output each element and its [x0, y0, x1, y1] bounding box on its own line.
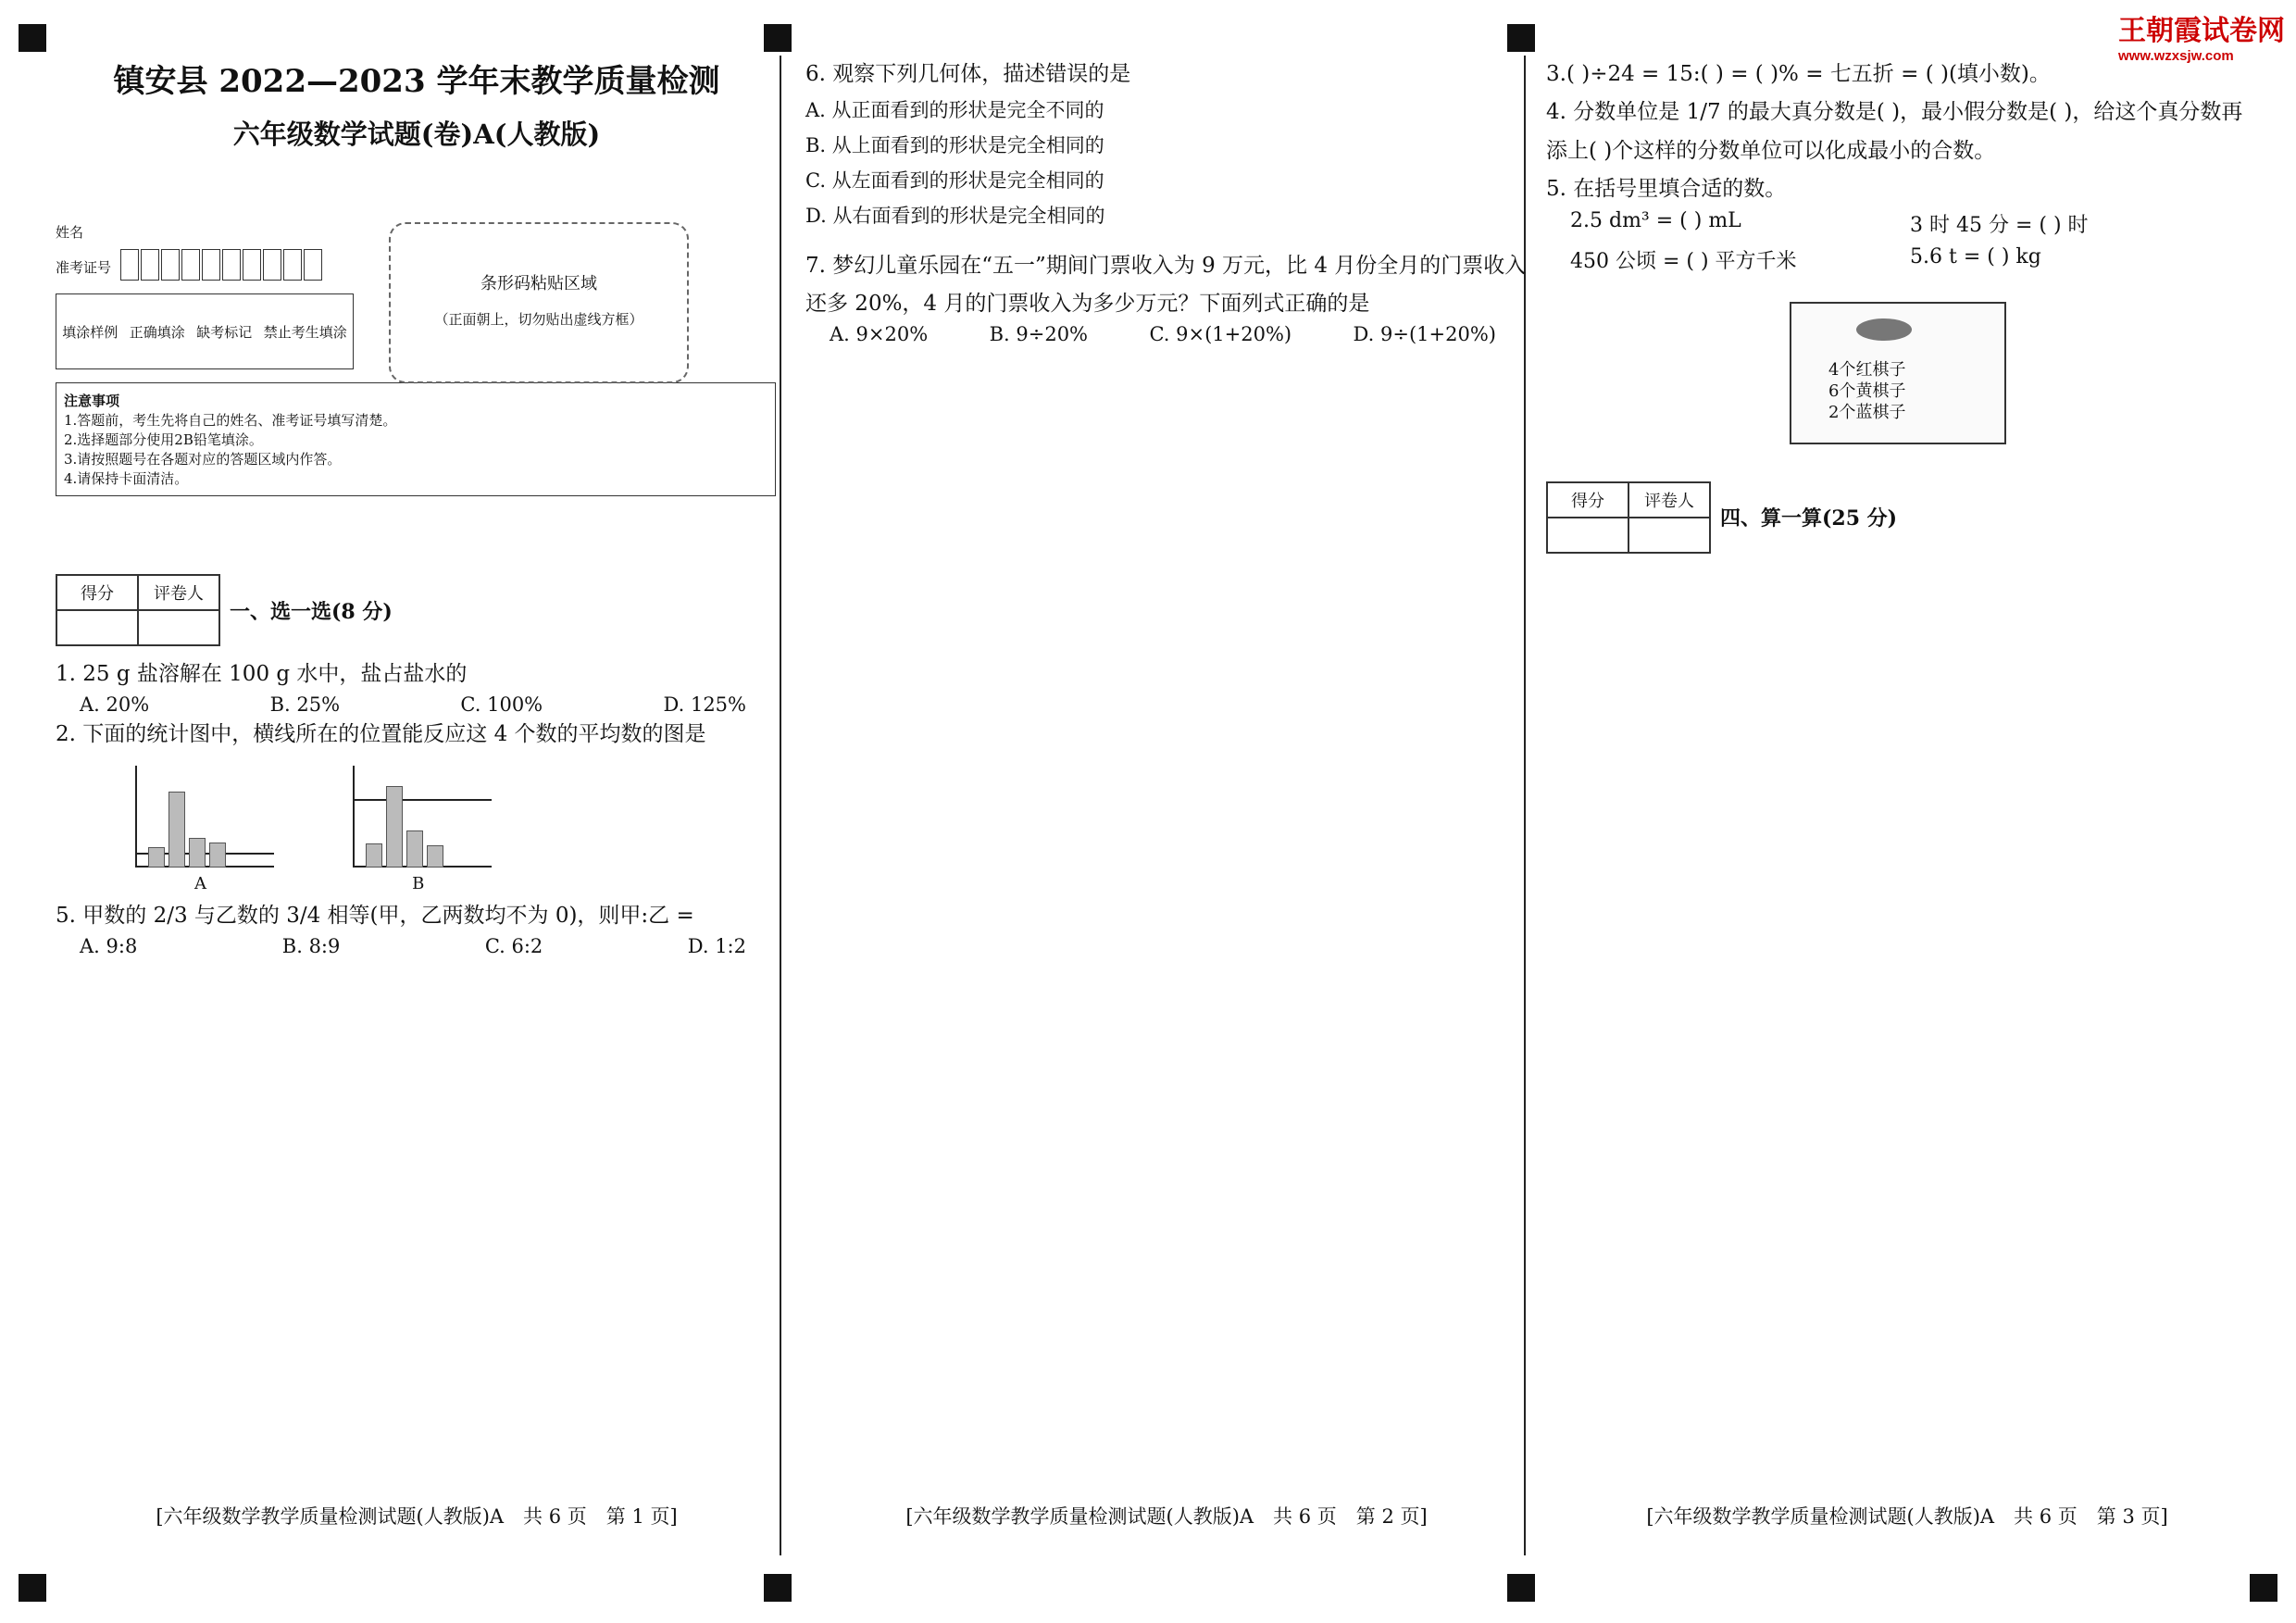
q6-option[interactable]: D. 从右面看到的形状是完全相同的 — [805, 204, 1105, 227]
barcode-label: 条形码粘贴区域 — [480, 274, 597, 293]
question-5-options — [80, 935, 746, 957]
option[interactable]: D. 125% — [663, 693, 746, 717]
question-1-options — [80, 693, 746, 716]
barcode-note: （正面朝上，切勿贴出虚线方框） — [434, 311, 643, 328]
option[interactable]: B. 9÷20% — [989, 323, 1089, 346]
marker-label: 评卷人 — [138, 575, 219, 610]
section1-title: 一、选一选(8 分) — [230, 599, 393, 624]
q6-option[interactable]: C. 从左面看到的形状是完全相同的 — [805, 169, 1104, 192]
fill-item: 5.6 t = ( ) kg — [1910, 244, 2041, 268]
fill-item: 2.5 dm³ = ( ) mL — [1570, 208, 1741, 232]
option[interactable]: A. 9:8 — [80, 935, 138, 958]
option[interactable]: B. 25% — [269, 693, 341, 717]
footer-page-1: [六年级数学教学质量检测试题(人教版)A 共 6 页 第 1 页] — [156, 1505, 678, 1528]
barcode-area — [389, 222, 689, 383]
question-7-options — [830, 323, 1496, 345]
question-1: 1. 25 g 盐溶解在 100 g 水中，盐占盐水的 — [56, 662, 468, 686]
box-line: 6个黄棋子 — [1828, 381, 1906, 401]
page-1 — [56, 56, 778, 1555]
notice-item: 1.答题前，考生先将自己的姓名、准考证号填写清楚。 — [64, 412, 397, 429]
score-box — [56, 574, 220, 646]
fill-correct: 正确填涂 — [129, 323, 185, 341]
page-3 — [1546, 56, 2250, 1555]
chart-a[interactable] — [120, 755, 278, 893]
chess-box — [1790, 302, 2006, 444]
question-2: 2. 下面的统计图中，横线所在的位置能反应这 4 个数的平均数的图是 — [56, 722, 706, 747]
option[interactable]: A. 9×20% — [830, 323, 929, 346]
info-block — [56, 222, 778, 496]
fill-label: 填涂样例 — [62, 323, 119, 341]
option[interactable]: C. 9×(1+20%) — [1149, 323, 1292, 346]
brand-url: www.wzxsjw.com — [2118, 48, 2234, 64]
question-5: 5. 甲数的 2/3 与乙数的 3/4 相等(甲，乙两数均不为 0)，则甲:乙 = — [56, 903, 694, 928]
notice-box — [56, 382, 776, 496]
question-2-charts — [93, 755, 778, 893]
option[interactable]: A. 20% — [80, 693, 150, 717]
notice-item: 4.请保持卡面清洁。 — [64, 470, 189, 487]
marker-label: 评卷人 — [1628, 482, 1710, 518]
p3-question-4: 4. 分数单位是 1/7 的最大真分数是( )，最小假分数是( )，给这个真分数再添上( )个这样的分数单位可以化成最小的合数。 — [1546, 100, 2243, 163]
notice-item: 3.请按照题号在各题对应的答题区域内作答。 — [64, 451, 342, 468]
brand-name: 王朝霞试卷网 — [2118, 16, 2285, 46]
question-6: 6. 观察下列几何体，描述错误的是 — [805, 62, 1131, 86]
option[interactable]: C. 6:2 — [484, 935, 543, 958]
q6-option[interactable]: A. 从正面看到的形状是完全不同的 — [805, 99, 1104, 122]
student-name-label: 姓名 — [56, 224, 84, 241]
fill-item: 450 公顷 = ( ) 平方千米 — [1570, 249, 1797, 273]
student-id-cells — [120, 249, 324, 284]
option[interactable]: B. 8:9 — [281, 935, 341, 958]
fill-ban: 禁止考生填涂 — [263, 323, 347, 341]
p3-question-5: 5. 在括号里填合适的数。 — [1546, 177, 1787, 202]
student-id-label: 准考证号 — [56, 258, 112, 276]
exam-subtitle: 六年级数学试题(卷)A(人教版) — [232, 119, 601, 150]
section-choice — [56, 574, 778, 957]
notice-item: 2.选择题部分使用2B铅笔填涂。 — [64, 431, 263, 448]
question-7: 7. 梦幻儿童乐园在“五一”期间门票收入为 9 万元，比 4 月份全月的门票收入还多 20%，4 月的门票收入为多少万元？下面列式正确的是 — [805, 253, 1527, 316]
footer-page-3: [六年级数学教学质量检测试题(人教版)A 共 6 页 第 3 页] — [1646, 1505, 2168, 1528]
option[interactable]: D. 1:2 — [687, 935, 746, 958]
chart-label: A — [194, 873, 206, 893]
chart-label: B — [412, 873, 425, 893]
box-line: 4个红棋子 — [1828, 359, 1906, 380]
p3-question-3: 3.( )÷24 = 15:( ) = ( )% = 七五折 = ( )(填小数)。 — [1546, 62, 2051, 86]
score-box — [1546, 481, 1711, 554]
q6-option[interactable]: B. 从上面看到的形状是完全相同的 — [805, 134, 1104, 157]
chart-b[interactable] — [338, 755, 495, 893]
option[interactable]: C. 100% — [460, 693, 543, 717]
exam-title: 镇安县 2022—2023 学年末教学质量检测 — [113, 63, 720, 100]
score-label: 得分 — [1547, 482, 1628, 518]
page-2 — [805, 56, 1528, 1555]
section4-title: 四、算一算(25 分) — [1720, 506, 1898, 531]
option[interactable]: D. 9÷(1+20%) — [1353, 323, 1496, 346]
notice-heading: 注意事项 — [64, 393, 120, 409]
box-line: 2个蓝棋子 — [1828, 403, 1906, 423]
score-label: 得分 — [56, 575, 138, 610]
footer-page-2: [六年级数学教学质量检测试题(人教版)A 共 6 页 第 2 页] — [905, 1505, 1428, 1528]
fill-item: 3 时 45 分 = ( ) 时 — [1910, 213, 2089, 237]
p3-q5-items — [1570, 209, 2250, 274]
absent-label: 缺考标记 — [196, 323, 253, 341]
